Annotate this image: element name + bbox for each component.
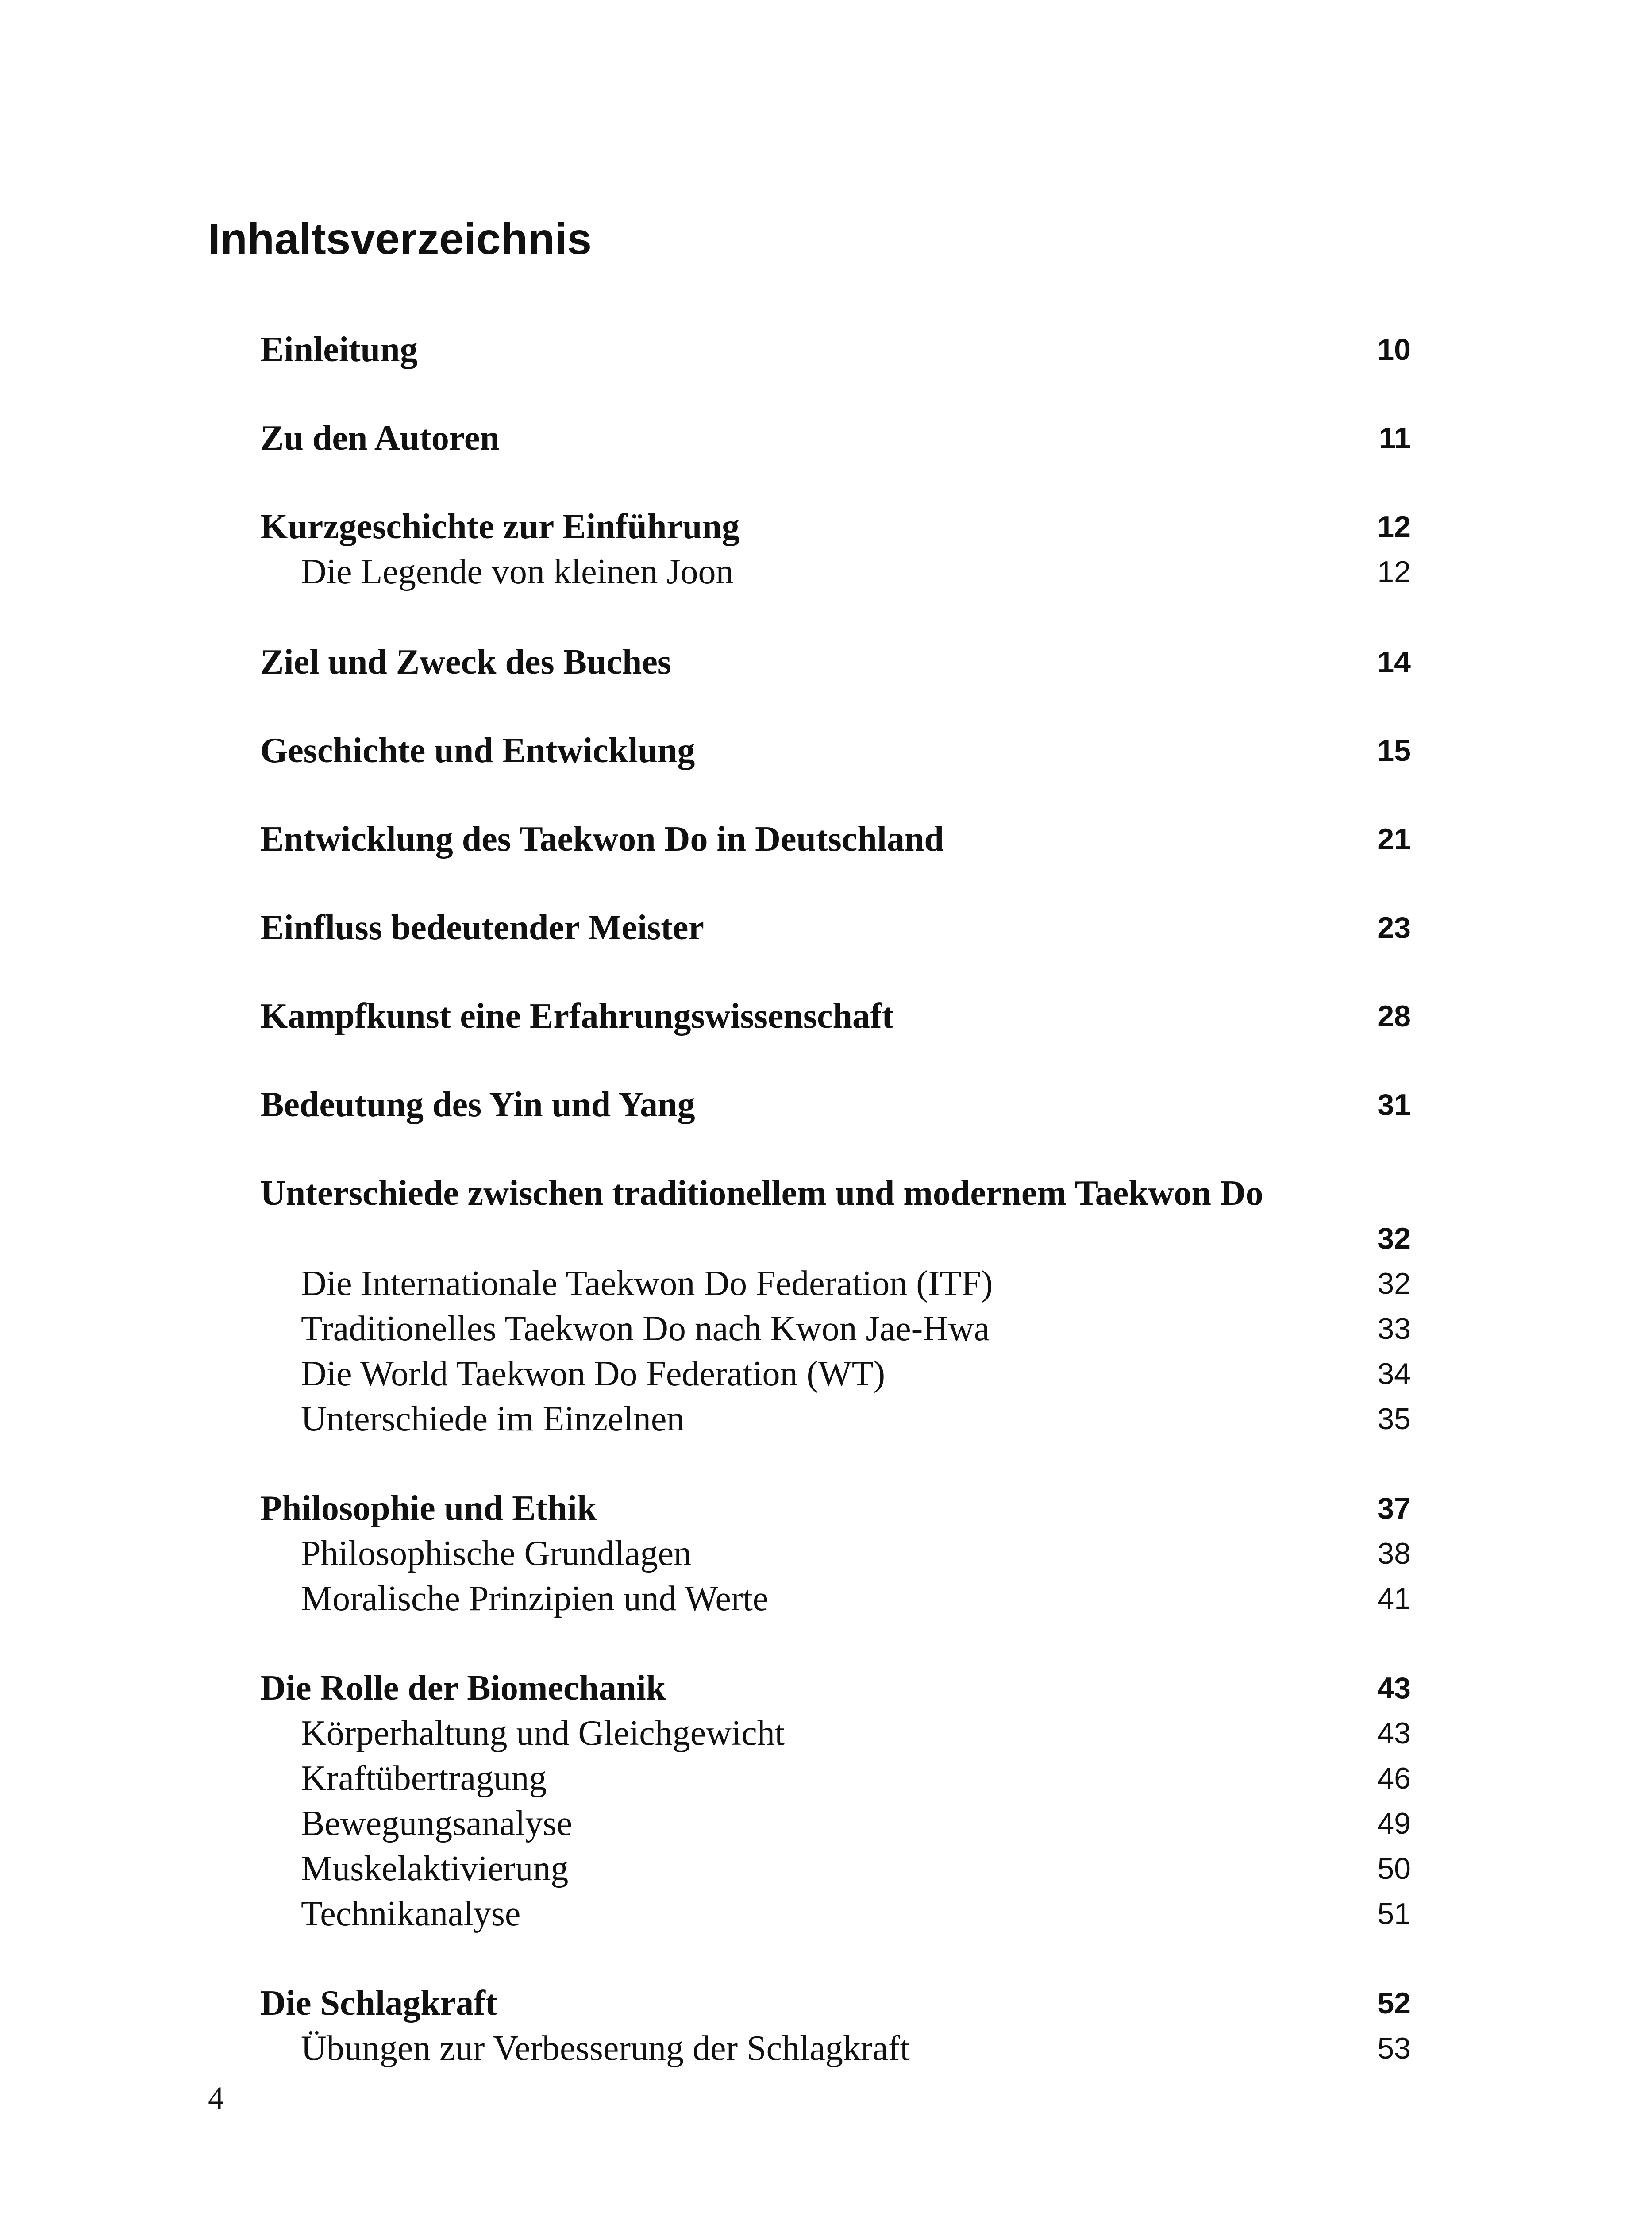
toc-entry-label: Einleitung <box>260 330 418 369</box>
toc-entry-label: Die Schlagkraft <box>260 1984 497 2023</box>
toc-entry-label: Bedeutung des Yin und Yang <box>260 1085 695 1124</box>
page-number: 4 <box>208 2080 224 2116</box>
toc-entry-label: Geschichte und Entwicklung <box>260 731 695 770</box>
toc-subentry-uebungen-schlagkraft <box>260 2025 1411 2071</box>
toc-entry-page: 43 <box>1377 1716 1411 1750</box>
toc-entry-ziel-und-zweck <box>260 639 1411 685</box>
toc-entry-kurzgeschichte <box>260 504 1411 550</box>
toc-entry-entwicklung-deutschland <box>260 816 1411 862</box>
toc-entry-page: 12 <box>1377 510 1411 544</box>
toc-entry-unterschiede-traditionell-modern <box>260 1170 1411 1216</box>
toc-entry-kampfkunst <box>260 993 1411 1039</box>
toc-entry-page: 32 <box>1377 1222 1411 1255</box>
toc-entry-geschichte <box>260 728 1411 774</box>
toc-entry-page: 10 <box>1377 333 1411 366</box>
toc-subentry-grundlagen <box>260 1531 1411 1577</box>
toc-entry-einleitung <box>260 327 1411 373</box>
toc-entry-yin-yang <box>260 1082 1411 1128</box>
toc-subentry-technikanalyse <box>260 1891 1411 1937</box>
toc-entry-schlagkraft <box>260 1980 1411 2026</box>
toc-entry-biomechanik <box>260 1665 1411 1711</box>
toc-entry-page: 34 <box>1377 1357 1411 1391</box>
toc-entry-page: 23 <box>1377 911 1411 945</box>
toc-subentry-koerperhaltung <box>260 1710 1411 1756</box>
toc-entry-page: 11 <box>1379 421 1411 455</box>
toc-entry-page: 43 <box>1377 1671 1411 1705</box>
toc-entry-philosophie-ethik <box>260 1485 1411 1531</box>
toc-subentry-prinzipien <box>260 1576 1411 1622</box>
toc-entry-page: 51 <box>1377 1897 1411 1931</box>
toc-entry-page: 52 <box>1377 1986 1411 2020</box>
toc-entry-page: 32 <box>1377 1267 1411 1300</box>
toc-entry-page-wrapped <box>260 1215 1411 1261</box>
toc-heading: Inhaltsverzeichnis <box>208 214 592 264</box>
toc-entry-zu-den-autoren <box>260 415 1411 461</box>
toc-entry-label: Technikanalyse <box>301 1894 521 1933</box>
toc-entry-label: Ziel und Zweck des Buches <box>260 643 672 682</box>
toc-entry-page: 33 <box>1377 1312 1411 1346</box>
toc-entry-page: 49 <box>1377 1807 1411 1840</box>
toc-subentry-unterschiede-einzelnen <box>260 1396 1411 1442</box>
toc-entry-label: Die World Taekwon Do Federation (WT) <box>301 1354 886 1393</box>
toc-entry-label: Muskelaktivierung <box>301 1849 569 1888</box>
toc-entry-page: 21 <box>1377 822 1411 856</box>
toc-entry-label: Einfluss bedeutender Meister <box>260 908 704 947</box>
toc-entry-label: Philosophische Grundlagen <box>301 1534 692 1573</box>
toc-subentry-kwon-jae-hwa <box>260 1306 1411 1352</box>
toc-entry-label: Die Rolle der Biomechanik <box>260 1669 666 1708</box>
toc-entry-label: Zu den Autoren <box>260 419 500 458</box>
toc-subentry-itf <box>260 1261 1411 1307</box>
toc-entry-label: Die Legende von kleinen Joon <box>301 552 734 591</box>
toc-entry-page: 38 <box>1377 1537 1411 1570</box>
toc-entry-label: Kampfkunst eine Erfahrungswissenschaft <box>260 997 894 1036</box>
toc-entry-page: 28 <box>1377 999 1411 1033</box>
toc-entry-label: Entwicklung des Taekwon Do in Deutschland <box>260 820 944 859</box>
toc-entry-label: Philosophie und Ethik <box>260 1489 597 1528</box>
toc-entry-page: 12 <box>1377 555 1411 589</box>
toc-entry-page: 41 <box>1377 1582 1411 1615</box>
toc-subentry-muskelaktivierung <box>260 1846 1411 1892</box>
toc-entry-label: Übungen zur Verbesserung der Schlagkraft <box>301 2029 910 2068</box>
toc-entry-einfluss-meister <box>260 905 1411 951</box>
toc-entry-label: Körperhaltung und Gleichgewicht <box>301 1714 785 1753</box>
toc-subentry-kraftuebertragung <box>260 1755 1411 1801</box>
toc-subentry-bewegungsanalyse <box>260 1800 1411 1847</box>
toc-entry-label: Unterschiede zwischen traditionellem und modernem Taekwon Do <box>260 1174 1263 1213</box>
toc-entry-page: 31 <box>1377 1088 1411 1122</box>
toc-entry-page: 15 <box>1377 734 1411 767</box>
toc-entry-label: Bewegungsanalyse <box>301 1804 573 1843</box>
toc-entry-label: Die Internationale Taekwon Do Federation (ITF) <box>301 1264 993 1303</box>
toc-entry-label: Traditionelles Taekwon Do nach Kwon Jae-Hwa <box>301 1309 990 1348</box>
toc-entry-label: Kraftübertragung <box>301 1759 547 1798</box>
toc-entry-page: 46 <box>1377 1762 1411 1795</box>
toc-entry-page: 14 <box>1377 645 1411 679</box>
toc-entry-page: 37 <box>1377 1492 1411 1525</box>
toc-subentry-legende <box>260 549 1411 595</box>
toc-entry-page: 53 <box>1377 2032 1411 2065</box>
toc-entry-label: Moralische Prinzipien und Werte <box>301 1579 769 1618</box>
toc-subentry-wt <box>260 1351 1411 1397</box>
toc-entry-page: 35 <box>1377 1402 1411 1436</box>
toc-entry-label: Unterschiede im Einzelnen <box>301 1400 685 1438</box>
toc-entry-label: Kurzgeschichte zur Einführung <box>260 507 740 546</box>
toc-entry-page: 50 <box>1377 1852 1411 1885</box>
